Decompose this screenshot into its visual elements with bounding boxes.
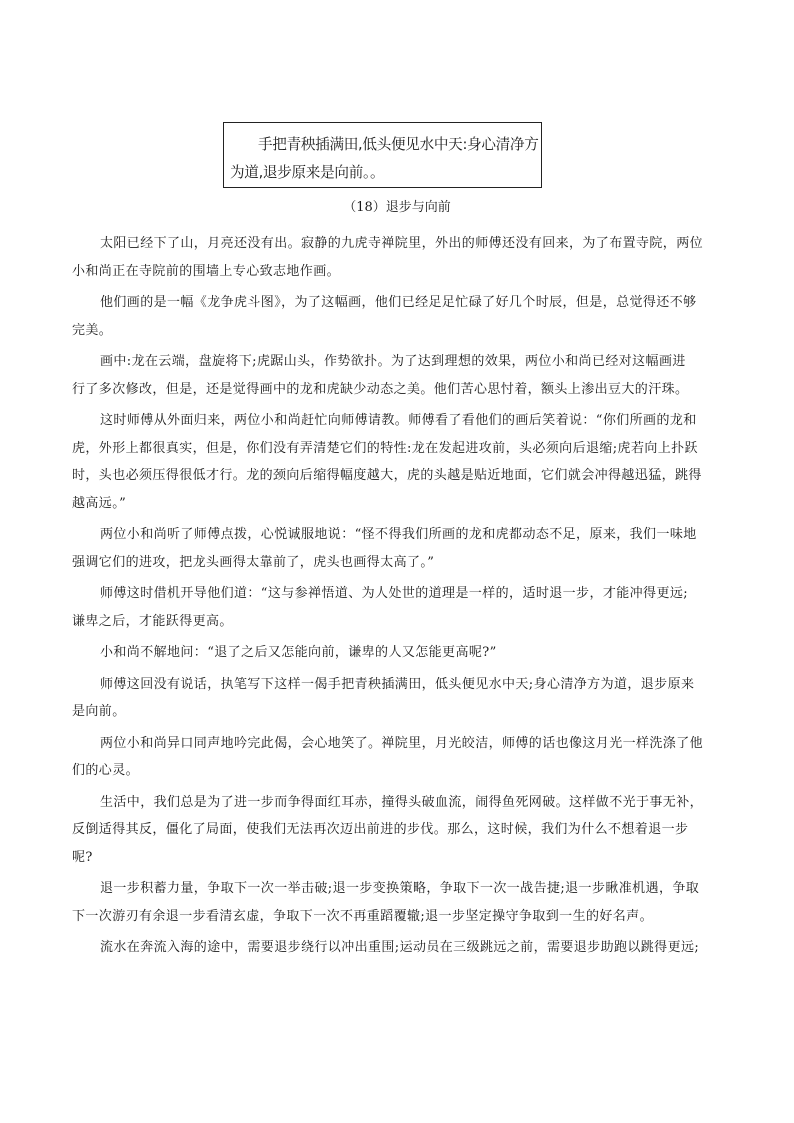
paragraph <box>72 580 727 635</box>
paragraph-line: 行了多次修改，但是，还是觉得画中的龙和虎缺少动态之美。他们苦心思忖着，额头上渗出豆大的汗珠。 <box>72 381 689 397</box>
paragraph-line: 们的心灵。 <box>72 763 140 778</box>
paragraph <box>72 639 727 667</box>
paragraph-line: 画中:龙在云端，盘旋将下;虎踞山头，作势欲扑。为了达到理想的效果，两位小和尚已经对这幅画进 <box>100 354 686 369</box>
paragraph-line: 完美。 <box>72 322 113 338</box>
paragraph-line: 呢? <box>72 849 93 865</box>
paragraph <box>72 934 727 962</box>
paragraph-line: 反倒适得其反，僵化了局面，使我们无法再次迈出前进的步伐。那么，这时候，我们为什么不想着退一步 <box>72 822 689 837</box>
paragraph-line: 虎，外形上都很真实，但是，你们没有弄清楚它们的特性:龙在发起进攻前，头必须向后退缩;虎若向上扑跃 <box>72 440 698 456</box>
quote-line-2: 为道,退步原来是向前。。 <box>230 164 385 181</box>
paragraph <box>72 230 727 285</box>
paragraph-line: 两位小和尚异口同声地吟完此偈，会心地笑了。禅院里，月光皎洁，师傅的话也像这月光一样洗涤了他 <box>100 735 704 751</box>
paragraph-line: 太阳已经下了山，月亮还没有出。寂静的九虎寺禅院里，外出的师傅还没有回来，为了布置寺院，两位 <box>100 236 704 251</box>
quote-box <box>223 122 542 188</box>
paragraph <box>72 671 727 726</box>
paragraph-line: 小和尚不解地问：“退了之后又怎能向前，谦卑的人又怎能更高呢?” <box>100 645 497 660</box>
paragraph-line: 谦卑之后，才能跃得更高。 <box>72 613 233 629</box>
paragraph-line: 师傅这回没有说话，执笔写下这样一偈手把青秧插满田，低头便见水中天;身心清净方为道，退步原来 <box>100 676 695 692</box>
paragraph <box>72 789 727 872</box>
paragraph-line: 这时师傅从外面归来，两位小和尚赶忙向师傅请教。师傅看了看他们的画后笑着说：“你们所画的龙和 <box>100 413 697 428</box>
paragraph-line: 是向前。 <box>72 704 126 719</box>
paragraph-line: 他们画的是一幅《龙争虎斗图》，为了这幅画，他们已经足足忙碌了好几个时辰，但是，总觉得还不够 <box>100 295 697 310</box>
paragraph-line: 强调它们的进攻，把龙头画得太靠前了，虎头也画得太高了。” <box>72 554 435 570</box>
paragraph-line: 小和尚正在寺院前的围墙上专心致志地作画。 <box>72 263 341 279</box>
paragraph-line: 生活中，我们总是为了进一步而争得面红耳赤，撞得头破血流，闹得鱼死网破。这样做不光于事无补， <box>100 794 704 810</box>
paragraph-line: 流水在奔流入海的途中，需要退步绕行以冲出重围;运动员在三级跳远之前，需要退步助跑以跳得更远; <box>100 940 700 955</box>
paragraph-line: 下一次游刃有余退一步看清玄虚，争取下一次不再重蹈覆辙;退一步坚定操守争取到一生的好名声。 <box>72 908 653 924</box>
article-title: （18）退步与向前 <box>343 200 451 215</box>
quote-line-1: 手把青秧插满田,低头便见水中天:身心清净方 <box>258 136 539 153</box>
paragraph <box>72 730 727 785</box>
paragraph-line: 退一步积蓄力量，争取下一次一举击破;退一步变换策略，争取下一次一战告捷;退一步瞅准机遇，争取 <box>100 881 700 896</box>
paragraph <box>72 348 727 403</box>
article-body <box>72 230 727 966</box>
paragraph <box>72 875 727 930</box>
paragraph-line: 两位小和尚听了师傅点拨，心悦诚服地说：“怪不得我们所画的龙和虎都动态不足，原来，我们一味地 <box>100 527 697 542</box>
paragraph <box>72 521 727 576</box>
paragraph <box>72 407 727 517</box>
paragraph-line: 时，头也必须压得很低才行。龙的颈向后缩得幅度越大，虎的头越是贴近地面，它们就会冲得越迅猛，跳得 <box>72 468 702 483</box>
paragraph-line: 师傅这时借机开导他们道：“这与参禅悟道、为人处世的道理是一样的，适时退一步，才能冲得更远; <box>100 586 689 601</box>
paragraph-line: 越高远。” <box>72 495 127 511</box>
paragraph <box>72 289 727 344</box>
